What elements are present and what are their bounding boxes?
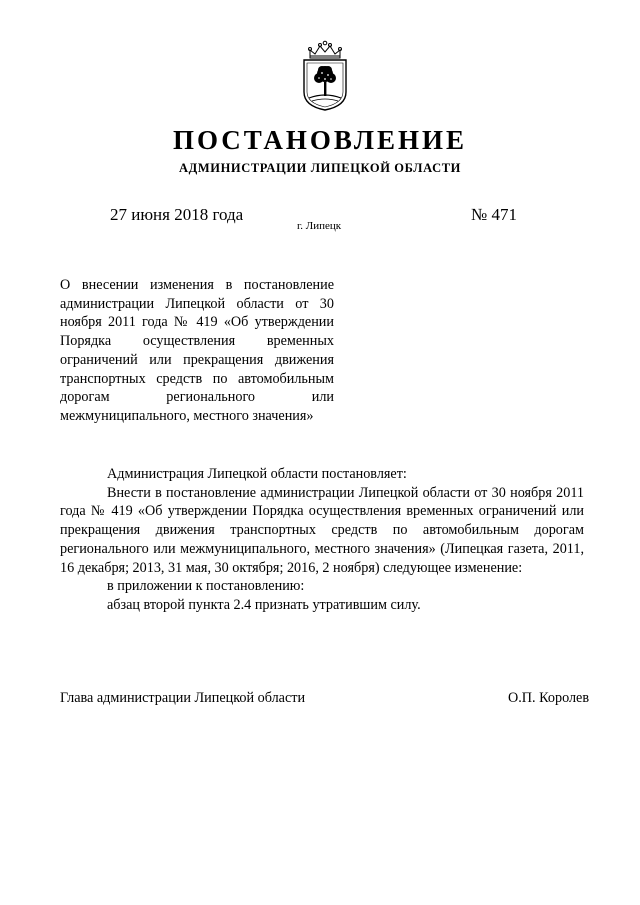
signature-name: О.П. Королев: [508, 690, 590, 706]
body-paragraph: Администрация Липецкой области постановляет:: [107, 466, 407, 482]
body-paragraph: Внести в постановление администрации Липецкой области от 30 ноября 2011 года № 419 «Об утверждении Порядка осуществления временных ограничений или прекращения движения транспортных средств по автомобильным дорогам регионального или межмуниципального, местного значения» (Липецкая газета, 2011, 16 декабря; 2013, 31 мая, 30 октября; 2016, 2 ноября) следующее изменение:: [60, 484, 584, 576]
document-title: ПОСТАНОВЛЕНИЕ: [172, 125, 468, 155]
body-paragraph: абзац второй пункта 2.4 признать утратившим силу.: [107, 596, 421, 613]
document-date: 27 июня 2018 года: [110, 205, 244, 224]
body-paragraph: в приложении к постановлению:: [107, 578, 305, 595]
document-number: № 471: [471, 205, 517, 224]
document-city: г. Липецк: [297, 220, 342, 232]
signature-role: Глава администрации Липецкой области: [60, 690, 306, 706]
document-summary: О внесении изменения в постановление администрации Липецкой области от 30 ноября 2011 года № 419 «Об утверждении Порядка осуществления временных ограничений или прекращения движения транспортных средств по автомобильным дорогам регионального или межмуниципального, местного значения»: [60, 277, 334, 424]
lipetsk-coat-of-arms-icon: [298, 40, 352, 112]
document-body: [60, 465, 584, 615]
document-subtitle: АДМИНИСТРАЦИИ ЛИПЕЦКОЙ ОБЛАСТИ: [179, 161, 461, 175]
